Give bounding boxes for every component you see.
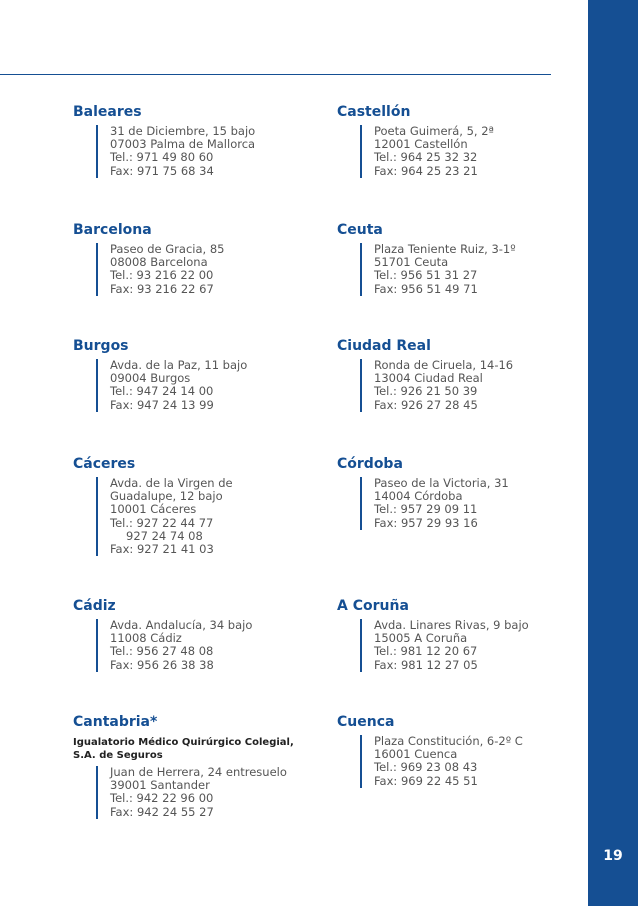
address-line: Avda. de la Paz, 11 bajo [110,358,248,372]
fax-line: Fax: 971 75 68 34 [110,163,214,178]
top-rule [0,74,551,75]
entry-title: Cádiz [73,598,116,614]
entry-title: A Coruña [337,598,409,614]
address-line: 09004 Burgos [110,371,191,386]
entry-organization: Igualatorio Médico Quirúrgico Colegial, S.A. de Seguros [73,737,294,761]
fax-line: Fax: 964 25 23 21 [374,163,478,178]
fax-line: Fax: 956 51 49 71 [374,281,478,296]
address-line: 39001 Santander [110,778,210,793]
address-line: Ronda de Ciruela, 14-16 [374,358,514,372]
entry-cadiz [73,598,333,672]
address-line: 07003 Palma de Mallorca [110,137,256,152]
fax-line: Fax: 947 24 13 99 [110,397,214,412]
phone-line: Tel.: 981 12 20 67 [374,644,478,659]
fax-line: Fax: 93 216 22 67 [110,281,214,296]
entry-address [96,477,333,556]
entry-title: Ceuta [337,222,383,238]
entry-address [360,359,597,412]
page-number: 19 [603,848,623,864]
entry-cantabria [73,714,333,819]
phone-line: Tel.: 942 22 96 00 [110,791,214,806]
fax-line: Fax: 926 27 28 45 [374,397,478,412]
phone-line: Tel.: 964 25 32 32 [374,150,478,165]
address-line: Avda. de la Virgen de [110,476,233,490]
entry-address [96,243,333,296]
entry-ceuta [337,222,597,296]
entry-barcelona [73,222,333,296]
entry-title: Burgos [73,338,129,354]
entry-cordoba [337,456,597,530]
fax-line: Fax: 942 24 55 27 [110,804,214,819]
address-line: 14004 Córdoba [374,489,463,504]
entry-title: Cantabria* [73,714,158,730]
phone-line: Tel.: 927 22 44 77 [110,515,214,530]
address-line: 13004 Ciudad Real [374,371,483,386]
address-line: 12001 Castellón [374,137,468,152]
entry-address [360,125,597,178]
phone-line: Tel.: 971 49 80 60 [110,150,214,165]
entry-address [360,477,597,530]
entry-address [360,619,597,672]
fax-line: Fax: 981 12 27 05 [374,657,478,672]
address-line: 10001 Cáceres [110,502,197,517]
phone-line: Tel.: 947 24 14 00 [110,384,214,399]
entry-title: Barcelona [73,222,152,238]
phone-line: Tel.: 93 216 22 00 [110,268,214,283]
phone-line: Tel.: 957 29 09 11 [374,502,478,517]
address-line: Poeta Guimerá, 5, 2ª [374,124,494,138]
entry-address [360,243,597,296]
address-line: Paseo de Gracia, 85 [110,242,225,256]
address-line: Avda. Linares Rivas, 9 bajo [374,618,529,632]
entry-caceres [73,456,333,556]
address-line: 08008 Barcelona [110,255,208,270]
entry-castellon [337,104,597,178]
phone-line: Tel.: 926 21 50 39 [374,384,478,399]
entry-title: Baleares [73,104,142,120]
entry-ciudad-real [337,338,597,412]
address-line: Plaza Teniente Ruiz, 3-1º [374,242,516,256]
entry-baleares [73,104,333,178]
address-line: 31 de Diciembre, 15 bajo [110,124,256,138]
entry-address [360,735,597,788]
entry-address [96,125,333,178]
fax-line: Fax: 956 26 38 38 [110,657,214,672]
entry-cuenca [337,714,597,788]
entry-address [96,359,333,412]
entry-title: Castellón [337,104,411,120]
entry-a-coruna [337,598,597,672]
phone-line: Tel.: 956 27 48 08 [110,644,214,659]
phone-line: 927 24 74 08 [126,528,203,543]
address-line: Guadalupe, 12 bajo [110,489,223,504]
fax-line: Fax: 927 21 41 03 [110,542,214,557]
address-line: Juan de Herrera, 24 entresuelo [110,765,287,779]
fax-line: Fax: 957 29 93 16 [374,515,478,530]
phone-line: Tel.: 956 51 31 27 [374,268,478,283]
address-line: Plaza Constitución, 6-2º C [374,734,523,748]
entry-address [96,619,333,672]
fax-line: Fax: 969 22 45 51 [374,773,478,788]
address-line: Avda. Andalucía, 34 bajo [110,618,253,632]
address-line: 15005 A Coruña [374,631,468,646]
phone-line: Tel.: 969 23 08 43 [374,760,478,775]
address-line: 51701 Ceuta [374,255,449,270]
address-line: 16001 Cuenca [374,747,458,762]
entry-title: Ciudad Real [337,338,431,354]
entry-title: Cuenca [337,714,395,730]
address-line: 11008 Cádiz [110,631,182,646]
address-line: Paseo de la Victoria, 31 [374,476,509,490]
entry-title: Cáceres [73,456,136,472]
entry-burgos [73,338,333,412]
entry-title: Córdoba [337,456,403,472]
entry-address [96,766,333,819]
